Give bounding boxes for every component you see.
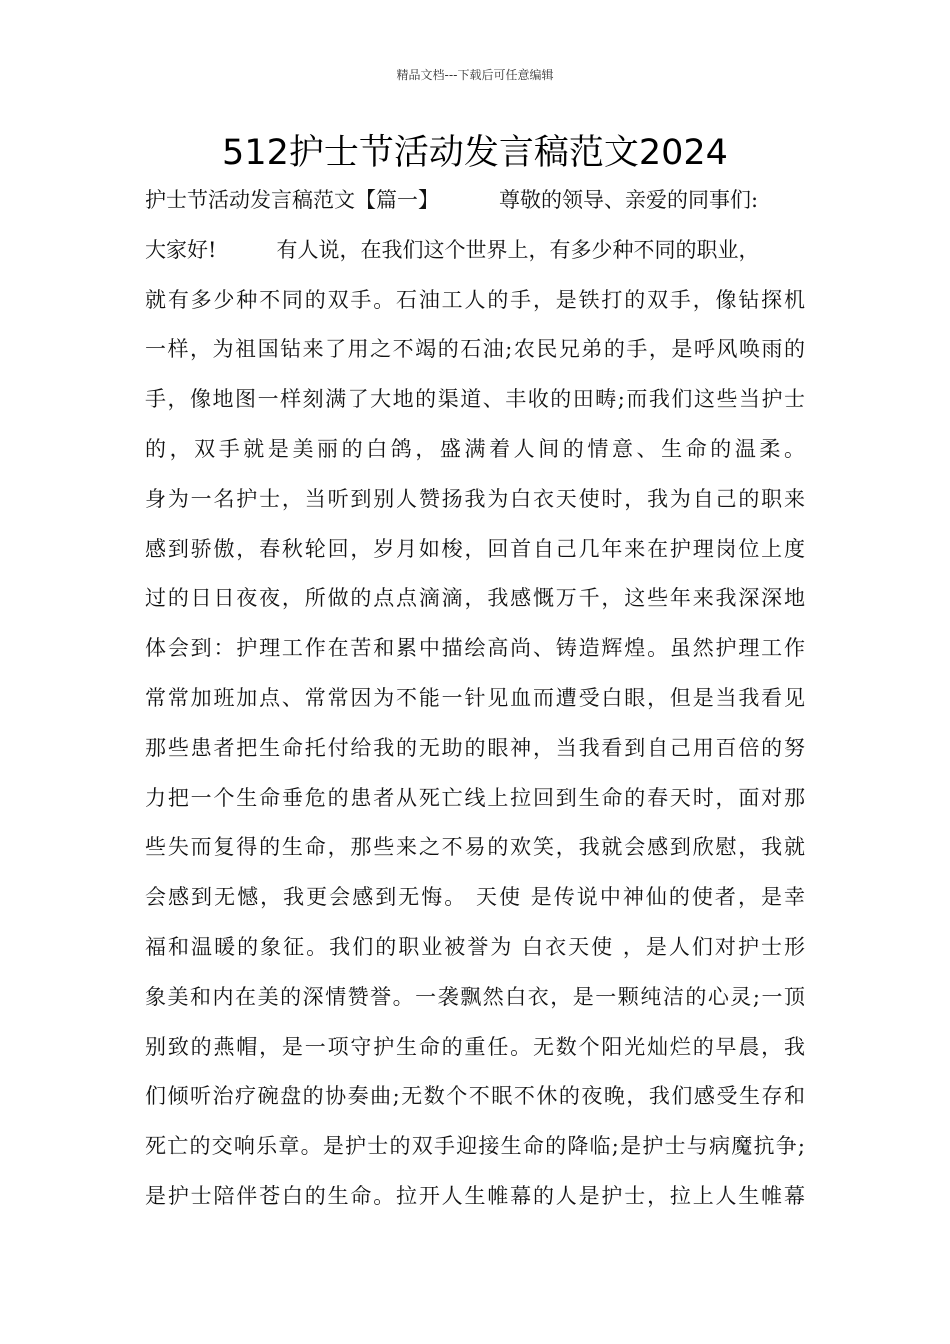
text-line: 一样，为祖国钻来了用之不竭的石油;农民兄弟的手，是呼风唤雨的 xyxy=(145,337,805,362)
header-note: 精品文档---下载后可任意编辑 xyxy=(396,68,554,82)
text-line: 会感到无憾，我更会感到无悔。 天使 是传说中神仙的使者，是幸 xyxy=(145,885,805,910)
paragraph-start: 有人说，在我们这个世界上，有多少种不同的职业， xyxy=(276,237,760,262)
salutation: 尊敬的领导、亲爱的同事们: xyxy=(499,188,759,212)
text-line: 就有多少种不同的双手。石油工人的手，是铁打的双手，像钻探机 xyxy=(145,287,805,312)
text-line: 别致的燕帽，是一项守护生命的重任。无数个阳光灿烂的早晨，我 xyxy=(145,1034,805,1059)
text-line: 们倾听治疗碗盘的协奏曲;无数个不眠不休的夜晚，我们感受生存和 xyxy=(145,1084,805,1109)
text-line: 体会到：护理工作在苦和累中描绘高尚、铸造辉煌。虽然护理工作 xyxy=(145,636,805,661)
text-line: 过的日日夜夜，所做的点点滴滴，我感慨万千，这些年来我深深地 xyxy=(145,586,805,611)
body-text xyxy=(145,180,805,1226)
text-line: 那些患者把生命托付给我的无助的眼神，当我看到自己用百倍的努 xyxy=(145,735,805,760)
text-line: 些失而复得的生命，那些来之不易的欢笑，我就会感到欣慰，我就 xyxy=(145,835,805,860)
section-heading: 护士节活动发言稿范文【篇一】 xyxy=(145,188,439,212)
text-line: 是护士陪伴苍白的生命。拉开人生帷幕的人是护士，拉上人生帷幕 xyxy=(145,1183,805,1208)
document-title: 512护士节活动发言稿范文2024 xyxy=(222,133,728,173)
text-line: 死亡的交响乐章。是护士的双手迎接生命的降临;是护士与病魔抗争; xyxy=(145,1134,805,1159)
greeting-line xyxy=(145,230,805,280)
intro-line xyxy=(145,180,805,230)
text-line: 的，双手就是美丽的白鸽，盛满着人间的情意、生命的温柔。 xyxy=(145,436,805,461)
greeting: 大家好! xyxy=(145,237,217,262)
text-line: 手，像地图一样刻满了大地的渠道、丰收的田畴;而我们这些当护士 xyxy=(145,387,805,412)
text-line: 常常加班加点、常常因为不能一针见血而遭受白眼，但是当我看见 xyxy=(145,685,805,710)
text-line: 感到骄傲，春秋轮回，岁月如梭，回首自己几年来在护理岗位上度 xyxy=(145,536,805,561)
text-line: 身为一名护士，当听到别人赞扬我为白衣天使时，我为自己的职来 xyxy=(145,486,805,511)
text-line: 力把一个生命垂危的患者从死亡线上拉回到生命的春天时，面对那 xyxy=(145,785,805,810)
text-line: 象美和内在美的深情赞誉。一袭飘然白衣，是一颗纯洁的心灵;一顶 xyxy=(145,984,805,1009)
text-line: 福和温暖的象征。我们的职业被誉为 白衣天使 ，是人们对护士形 xyxy=(145,934,805,959)
